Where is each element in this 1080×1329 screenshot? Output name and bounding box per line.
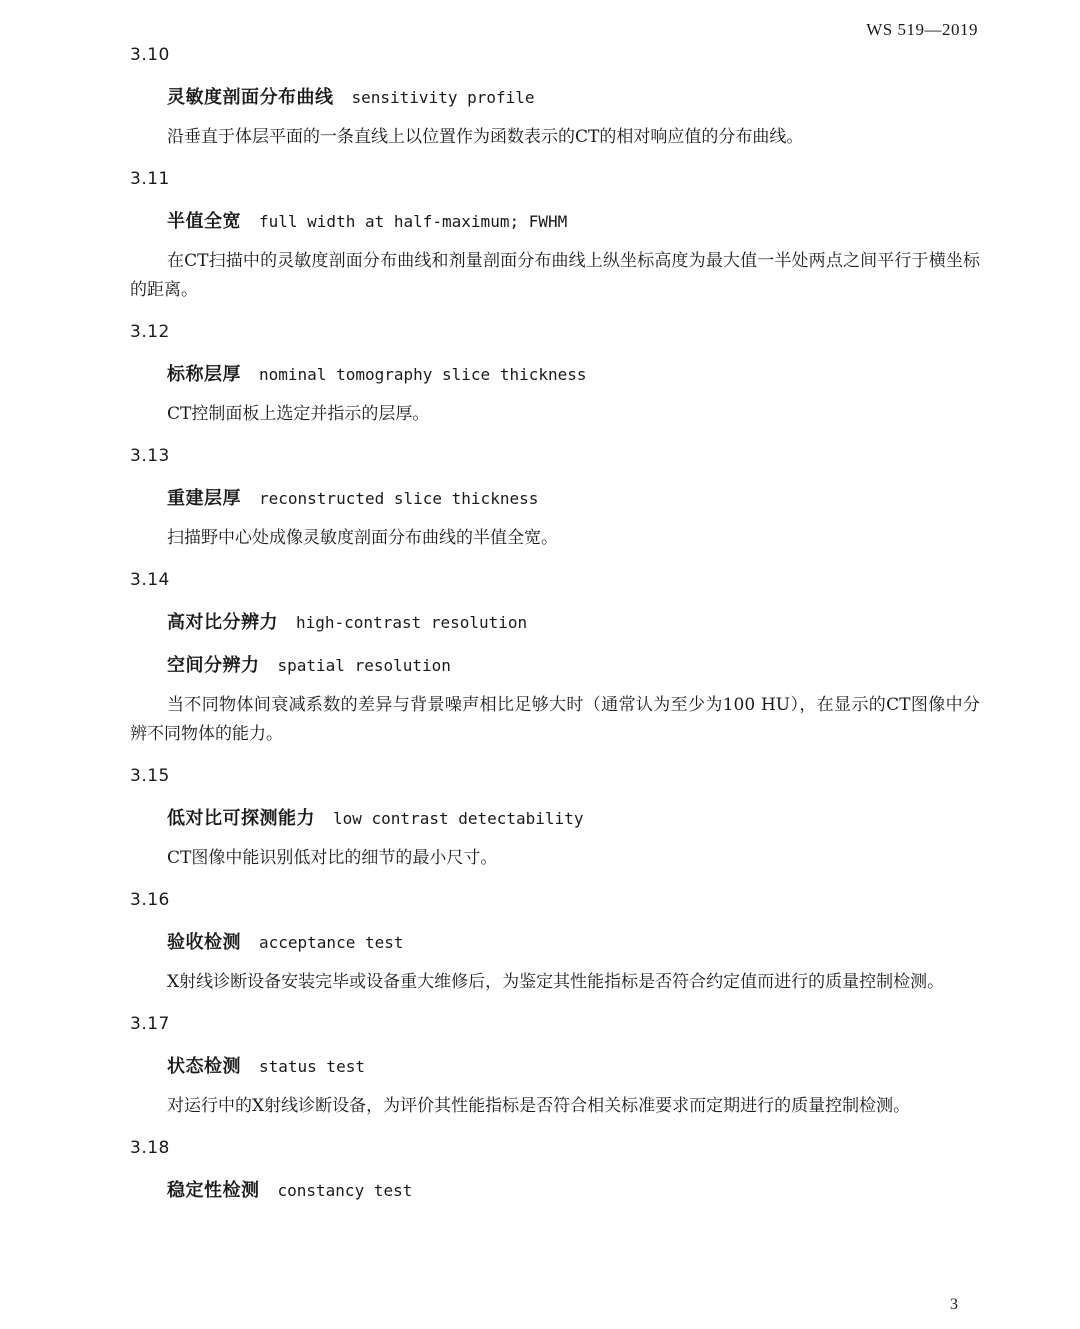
term-line (167, 358, 980, 392)
standard-code: WS 519—2019 (866, 20, 978, 39)
term-line (167, 205, 980, 239)
clause-number: 3.14 (130, 570, 170, 590)
term-definition: 沿垂直于体层平面的一条直线上以位置作为函数表示的CT的相对响应值的分布曲线。 (167, 127, 804, 147)
term-english: spatial resolution (277, 656, 451, 675)
clause-number: 3.17 (130, 1014, 170, 1034)
term-chinese: 空间分辨力 (167, 655, 260, 676)
clause-number: 3.13 (130, 446, 170, 466)
term-english: high-contrast resolution (296, 613, 528, 632)
term-definition: CT控制面板上选定并指示的层厚。 (167, 404, 430, 424)
term-chinese: 状态检测 (167, 1056, 241, 1077)
term-chinese: 重建层厚 (167, 488, 241, 509)
clause-number: 3.10 (130, 45, 170, 65)
term-chinese: 标称层厚 (167, 364, 241, 385)
term-english: status test (259, 1057, 365, 1076)
term-english: sensitivity profile (351, 88, 535, 107)
entry-3-13 (130, 439, 980, 553)
term-line (167, 1174, 980, 1208)
term-definition: CT图像中能识别低对比的细节的最小尺寸。 (167, 848, 498, 868)
term-english: constancy test (277, 1181, 413, 1200)
term-line (167, 802, 980, 836)
term-line (167, 1050, 980, 1084)
term-definition: 在CT扫描中的灵敏度剖面分布曲线和剂量剖面分布曲线上纵坐标高度为最大值一半处两点之间平行于横坐标的距离。 (130, 251, 980, 300)
term-chinese: 高对比分辨力 (167, 612, 278, 633)
term-english: nominal tomography slice thickness (259, 365, 587, 384)
entry-3-18 (130, 1131, 980, 1208)
term-line (167, 81, 980, 115)
entry-3-17 (130, 1007, 980, 1121)
term-english: acceptance test (259, 933, 404, 952)
term-chinese: 验收检测 (167, 932, 241, 953)
term-line (167, 482, 980, 516)
term-definition: 当不同物体间衰减系数的差异与背景噪声相比足够大时（通常认为至少为100 HU），在显示的CT图像中分辨不同物体的能力。 (130, 695, 980, 744)
entry-3-10 (130, 38, 980, 152)
term-chinese: 稳定性检测 (167, 1180, 260, 1201)
clause-number: 3.12 (130, 322, 170, 342)
term-chinese: 半值全宽 (167, 211, 241, 232)
term-line (167, 606, 980, 640)
term-line-synonym (167, 649, 980, 683)
term-english: reconstructed slice thickness (259, 489, 539, 508)
term-definition: X射线诊断设备安装完毕或设备重大维修后，为鉴定其性能指标是否符合约定值而进行的质量控制检测。 (167, 972, 945, 992)
entry-3-16 (130, 883, 980, 997)
term-definition: 扫描野中心处成像灵敏度剖面分布曲线的半值全宽。 (167, 528, 558, 548)
term-english: full width at half-maximum; FWHM (259, 212, 568, 231)
document-body (130, 38, 980, 1208)
clause-number: 3.11 (130, 169, 170, 189)
term-chinese: 低对比可探测能力 (167, 808, 315, 829)
entry-3-14 (130, 563, 980, 749)
term-line (167, 926, 980, 960)
clause-number: 3.15 (130, 766, 170, 786)
term-definition: 对运行中的X射线诊断设备，为评价其性能指标是否符合相关标准要求而定期进行的质量控制检测。 (167, 1096, 911, 1116)
clause-number: 3.18 (130, 1138, 170, 1158)
page-number: 3 (950, 1296, 958, 1313)
term-chinese: 灵敏度剖面分布曲线 (167, 87, 334, 108)
entry-3-11 (130, 162, 980, 305)
term-english: low contrast detectability (333, 809, 584, 828)
entry-3-15 (130, 759, 980, 873)
entry-3-12 (130, 315, 980, 429)
clause-number: 3.16 (130, 890, 170, 910)
